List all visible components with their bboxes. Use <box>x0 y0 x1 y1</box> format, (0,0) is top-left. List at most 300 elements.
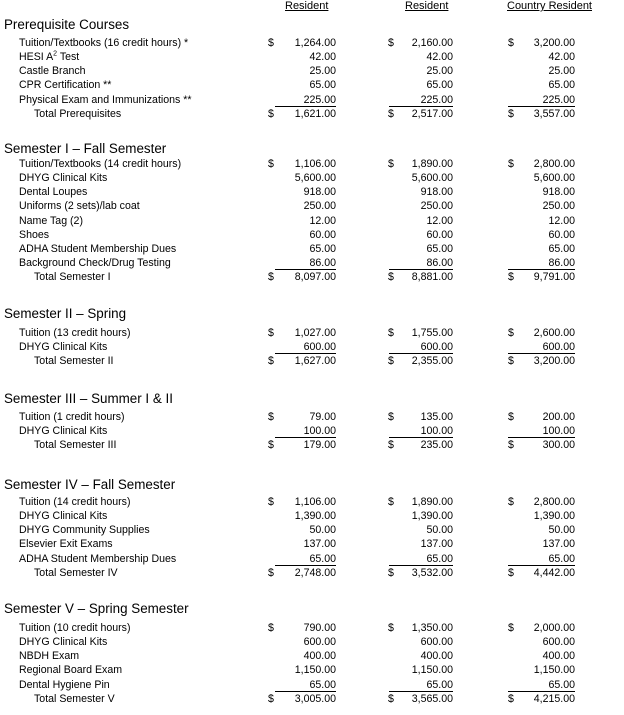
amount-value: 200.00 <box>542 411 575 423</box>
line-item-row <box>0 228 624 242</box>
dollar-sign: $ <box>508 496 514 508</box>
dollar-sign: $ <box>388 355 394 368</box>
line-item-label: CPR Certification ** <box>19 79 112 92</box>
amount-value: 50.00 <box>426 524 453 537</box>
amount-cell <box>268 438 336 452</box>
amount-value: 25.00 <box>426 65 453 78</box>
amount-value: 2,600.00 <box>533 327 575 339</box>
amount-value: 790.00 <box>303 622 336 634</box>
amount-cell <box>268 354 336 368</box>
total-label: Total Prerequisites <box>34 107 122 120</box>
amount-cell <box>389 50 453 64</box>
line-item-row <box>0 185 624 199</box>
amount-value: 1,264.00 <box>294 37 336 49</box>
dollar-sign: $ <box>388 107 394 120</box>
amount-cell <box>508 256 575 270</box>
amount-cell <box>388 270 453 284</box>
amount-cell <box>268 692 336 706</box>
amount-cell <box>508 692 575 706</box>
amount-value: 1,150.00 <box>411 664 453 677</box>
line-item-row <box>0 537 624 551</box>
dollar-sign: $ <box>508 158 514 170</box>
amount-value: 600.00 <box>542 636 575 649</box>
amount-cell <box>389 256 453 270</box>
line-item-row <box>0 199 624 213</box>
amount-value: 65.00 <box>548 678 575 691</box>
dollar-sign: $ <box>268 496 274 508</box>
amount-value: 65.00 <box>426 552 453 565</box>
amount-cell <box>508 621 575 635</box>
section-title: Prerequisite Courses <box>4 17 130 32</box>
amount-cell <box>508 649 575 663</box>
line-item-label: Shoes <box>19 228 50 241</box>
amount-value: 1,755.00 <box>411 327 453 339</box>
amount-value: 65.00 <box>548 79 575 92</box>
amount-value: 100.00 <box>420 425 453 438</box>
line-item-label: HESI $A^2$ Test <box>19 50 80 64</box>
amount-cell <box>388 354 453 368</box>
amount-value: 2,355.00 <box>411 355 453 368</box>
amount-cell <box>275 199 336 213</box>
total-label: Total Semester II <box>34 355 114 368</box>
amount-cell <box>275 537 336 551</box>
amount-cell <box>389 649 453 663</box>
amount-value: 250.00 <box>420 200 453 213</box>
amount-value: 3,005.00 <box>294 692 336 705</box>
section-title: Semester V – Spring Semester <box>4 601 189 616</box>
amount-value: 1,350.00 <box>411 622 453 634</box>
amount-cell <box>508 157 575 171</box>
amount-cell <box>268 36 336 50</box>
amount-value: 60.00 <box>548 228 575 241</box>
amount-cell <box>508 495 575 509</box>
dollar-sign: $ <box>268 271 274 284</box>
amount-value: 2,800.00 <box>533 496 575 508</box>
amount-cell <box>508 199 575 213</box>
amount-cell <box>268 107 336 121</box>
amount-value: 2,800.00 <box>533 158 575 170</box>
line-item-row <box>0 242 624 256</box>
amount-cell <box>508 270 575 284</box>
line-item-label: DHYG Clinical Kits <box>19 510 108 523</box>
amount-value: 400.00 <box>542 650 575 663</box>
amount-value: 60.00 <box>426 228 453 241</box>
amount-cell <box>508 36 575 50</box>
amount-value: 9,791.00 <box>533 271 575 284</box>
line-item-label: Uniforms (2 sets)/lab coat <box>19 200 140 213</box>
dollar-sign: $ <box>508 107 514 120</box>
dollar-sign: $ <box>268 327 274 339</box>
amount-cell <box>389 537 453 551</box>
line-item-row <box>0 256 624 270</box>
amount-value: 42.00 <box>309 51 336 64</box>
amount-cell <box>275 523 336 537</box>
amount-value: 12.00 <box>309 214 336 227</box>
amount-value: 179.00 <box>303 439 336 452</box>
dollar-sign: $ <box>508 37 514 49</box>
line-item-label: Tuition/Textbooks (14 credit hours) <box>19 158 182 170</box>
line-item-label: Background Check/Drug Testing <box>19 257 171 270</box>
amount-cell <box>508 552 575 566</box>
amount-cell <box>389 509 453 523</box>
amount-cell <box>508 635 575 649</box>
line-item-label: Dental Loupes <box>19 186 88 199</box>
amount-cell <box>275 64 336 78</box>
line-item-row <box>0 663 624 677</box>
amount-cell <box>388 326 453 340</box>
line-item-label: DHYG Clinical Kits <box>19 425 108 438</box>
amount-value: 918.00 <box>303 186 336 199</box>
amount-cell <box>389 523 453 537</box>
amount-value: 86.00 <box>309 257 336 270</box>
total-row <box>0 107 624 121</box>
line-item-label: ADHA Student Membership Dues <box>19 552 177 565</box>
amount-value: 65.00 <box>309 552 336 565</box>
line-item-row <box>0 523 624 537</box>
section-title: Semester IV – Fall Semester <box>4 477 176 492</box>
amount-value: 5,600.00 <box>294 172 336 185</box>
amount-value: 2,748.00 <box>294 566 336 579</box>
line-item-label: Physical Exam and Immunizations ** <box>19 93 192 106</box>
amount-value: 42.00 <box>426 51 453 64</box>
amount-cell <box>275 50 336 64</box>
dollar-sign: $ <box>268 411 274 423</box>
amount-value: 12.00 <box>426 214 453 227</box>
amount-value: 1,027.00 <box>294 327 336 339</box>
amount-value: 1,627.00 <box>294 355 336 368</box>
dollar-sign: $ <box>508 439 514 452</box>
dollar-sign: $ <box>388 327 394 339</box>
amount-value: 1,150.00 <box>294 664 336 677</box>
dollar-sign: $ <box>388 158 394 170</box>
amount-value: 918.00 <box>420 186 453 199</box>
dollar-sign: $ <box>268 566 274 579</box>
amount-cell <box>389 552 453 566</box>
amount-cell <box>388 621 453 635</box>
line-item-label: Tuition/Textbooks (16 credit hours) * <box>19 37 189 49</box>
amount-cell <box>508 185 575 199</box>
line-item-row <box>0 649 624 663</box>
amount-cell <box>389 663 453 677</box>
amount-cell <box>508 537 575 551</box>
section-title: Semester I – Fall Semester <box>4 141 167 156</box>
amount-value: 65.00 <box>548 552 575 565</box>
line-item-label: Regional Board Exam <box>19 664 123 677</box>
line-item-row <box>0 552 624 566</box>
amount-value: 225.00 <box>420 93 453 106</box>
line-item-row <box>0 621 624 635</box>
line-item-label: Name Tag (2) <box>19 214 83 227</box>
dollar-sign: $ <box>508 355 514 368</box>
line-item-label: DHYG Clinical Kits <box>19 636 108 649</box>
dollar-sign: $ <box>268 107 274 120</box>
amount-cell <box>508 326 575 340</box>
amount-cell <box>389 78 453 92</box>
amount-value: 918.00 <box>542 186 575 199</box>
amount-value: 3,557.00 <box>533 107 575 120</box>
amount-cell <box>508 663 575 677</box>
line-item-row <box>0 509 624 523</box>
amount-cell <box>388 157 453 171</box>
dollar-sign: $ <box>388 411 394 423</box>
dollar-sign: $ <box>268 692 274 705</box>
amount-value: 225.00 <box>303 93 336 106</box>
amount-value: 600.00 <box>303 636 336 649</box>
line-item-label: DHYG Clinical Kits <box>19 172 108 185</box>
amount-value: 225.00 <box>542 93 575 106</box>
dollar-sign: $ <box>388 622 394 634</box>
line-item-row <box>0 214 624 228</box>
amount-cell <box>508 242 575 256</box>
amount-cell <box>389 678 453 692</box>
line-item-row <box>0 50 624 64</box>
amount-cell <box>508 354 575 368</box>
amount-value: 1,150.00 <box>533 664 575 677</box>
total-row <box>0 354 624 368</box>
amount-value: 4,215.00 <box>533 692 575 705</box>
amount-value: 235.00 <box>420 439 453 452</box>
total-row <box>0 438 624 452</box>
amount-cell <box>508 340 575 354</box>
amount-value: 600.00 <box>420 341 453 354</box>
amount-value: 50.00 <box>548 524 575 537</box>
line-item-label: NBDH Exam <box>19 650 80 663</box>
line-item-label: Elsevier Exit Exams <box>19 538 113 551</box>
amount-value: 1,106.00 <box>294 158 336 170</box>
amount-cell <box>508 93 575 107</box>
amount-cell <box>275 228 336 242</box>
amount-value: 4,442.00 <box>533 566 575 579</box>
amount-cell <box>508 424 575 438</box>
amount-cell <box>275 78 336 92</box>
amount-value: 300.00 <box>542 439 575 452</box>
amount-value: 12.00 <box>548 214 575 227</box>
line-item-label: Tuition (1 credit hours) <box>19 411 125 423</box>
amount-cell <box>508 566 575 580</box>
amount-value: 65.00 <box>309 242 336 255</box>
section-title: Semester III – Summer I & II <box>4 391 173 406</box>
amount-cell <box>388 495 453 509</box>
line-item-row <box>0 93 624 107</box>
amount-cell <box>508 678 575 692</box>
amount-value: 1,106.00 <box>294 496 336 508</box>
amount-value: 65.00 <box>426 79 453 92</box>
amount-cell <box>508 171 575 185</box>
dollar-sign: $ <box>508 692 514 705</box>
amount-value: 600.00 <box>542 341 575 354</box>
line-item-row <box>0 171 624 185</box>
amount-cell <box>268 621 336 635</box>
dollar-sign: $ <box>268 439 274 452</box>
line-item-label: Dental Hygiene Pin <box>19 678 110 691</box>
dollar-sign: $ <box>388 37 394 49</box>
amount-value: 1,621.00 <box>294 107 336 120</box>
line-item-row <box>0 410 624 424</box>
amount-cell <box>388 566 453 580</box>
amount-cell <box>275 185 336 199</box>
amount-value: 25.00 <box>548 65 575 78</box>
dollar-sign: $ <box>388 566 394 579</box>
total-row <box>0 270 624 284</box>
dollar-sign: $ <box>508 622 514 634</box>
amount-cell <box>388 107 453 121</box>
section-title: Semester II – Spring <box>4 306 127 321</box>
line-item-label: DHYG Community Supplies <box>19 524 150 537</box>
dollar-sign: $ <box>268 37 274 49</box>
amount-cell <box>275 649 336 663</box>
dollar-sign: $ <box>508 327 514 339</box>
amount-value: 3,565.00 <box>411 692 453 705</box>
amount-cell <box>508 228 575 242</box>
amount-cell <box>389 64 453 78</box>
amount-cell <box>389 93 453 107</box>
amount-value: 8,097.00 <box>294 271 336 284</box>
amount-cell <box>508 523 575 537</box>
amount-value: 86.00 <box>426 257 453 270</box>
amount-cell <box>389 340 453 354</box>
amount-value: 2,160.00 <box>411 37 453 49</box>
column-header-country-resident: Country Resident <box>507 0 592 12</box>
amount-cell <box>388 692 453 706</box>
dollar-sign: $ <box>388 271 394 284</box>
amount-cell <box>389 171 453 185</box>
amount-cell <box>389 185 453 199</box>
amount-value: 65.00 <box>309 79 336 92</box>
amount-cell <box>275 242 336 256</box>
line-item-label: ADHA Student Membership Dues <box>19 242 177 255</box>
amount-cell <box>268 566 336 580</box>
amount-value: 25.00 <box>309 65 336 78</box>
amount-cell <box>388 410 453 424</box>
amount-value: 137.00 <box>542 538 575 551</box>
amount-cell <box>275 424 336 438</box>
dollar-sign: $ <box>388 439 394 452</box>
amount-value: 600.00 <box>420 636 453 649</box>
amount-cell <box>275 635 336 649</box>
total-label: Total Semester IV <box>34 566 118 579</box>
amount-value: 65.00 <box>309 678 336 691</box>
amount-cell <box>389 635 453 649</box>
dollar-sign: $ <box>268 158 274 170</box>
amount-cell <box>508 509 575 523</box>
amount-cell <box>388 36 453 50</box>
amount-value: 8,881.00 <box>411 271 453 284</box>
total-label: Total Semester III <box>34 439 117 452</box>
amount-cell <box>389 228 453 242</box>
amount-cell <box>275 509 336 523</box>
amount-cell <box>508 64 575 78</box>
amount-cell <box>268 410 336 424</box>
dollar-sign: $ <box>508 271 514 284</box>
line-item-row <box>0 326 624 340</box>
amount-cell <box>508 410 575 424</box>
column-header-resident-2: Resident <box>405 0 449 12</box>
dollar-sign: $ <box>268 622 274 634</box>
amount-value: 250.00 <box>542 200 575 213</box>
amount-value: 1,390.00 <box>411 510 453 523</box>
amount-cell <box>508 438 575 452</box>
amount-value: 5,600.00 <box>533 172 575 185</box>
amount-value: 3,200.00 <box>533 355 575 368</box>
amount-value: 86.00 <box>548 257 575 270</box>
amount-value: 137.00 <box>303 538 336 551</box>
amount-value: 1,390.00 <box>533 510 575 523</box>
total-row <box>0 566 624 580</box>
amount-cell <box>275 171 336 185</box>
line-item-row <box>0 495 624 509</box>
amount-cell <box>508 78 575 92</box>
superscript-2: 2 <box>53 50 58 58</box>
amount-value: 400.00 <box>420 650 453 663</box>
dollar-sign: $ <box>268 355 274 368</box>
amount-cell <box>508 214 575 228</box>
line-item-row <box>0 340 624 354</box>
line-item-row <box>0 78 624 92</box>
line-item-label: Tuition (14 credit hours) <box>19 496 131 508</box>
line-item-row <box>0 157 624 171</box>
column-header-resident-1: Resident <box>285 0 329 12</box>
total-row <box>0 692 624 706</box>
amount-cell <box>388 438 453 452</box>
dollar-sign: $ <box>388 692 394 705</box>
amount-cell <box>275 256 336 270</box>
amount-value: 50.00 <box>309 524 336 537</box>
amount-value: 135.00 <box>420 411 453 423</box>
amount-cell <box>275 214 336 228</box>
amount-value: 65.00 <box>426 678 453 691</box>
amount-value: 1,890.00 <box>411 496 453 508</box>
amount-cell <box>268 495 336 509</box>
amount-cell <box>275 340 336 354</box>
amount-value: 100.00 <box>542 425 575 438</box>
line-item-label: Tuition (13 credit hours) <box>19 327 131 339</box>
amount-value: 600.00 <box>303 341 336 354</box>
line-item-label: Castle Branch <box>19 65 86 78</box>
dollar-sign: $ <box>388 496 394 508</box>
amount-value: 250.00 <box>303 200 336 213</box>
dollar-sign: $ <box>508 566 514 579</box>
line-item-row <box>0 678 624 692</box>
amount-value: 2,517.00 <box>411 107 453 120</box>
amount-cell <box>268 326 336 340</box>
total-label: Total Semester I <box>34 271 111 284</box>
amount-cell <box>389 214 453 228</box>
amount-value: 2,000.00 <box>533 622 575 634</box>
amount-cell <box>268 157 336 171</box>
amount-cell <box>389 199 453 213</box>
amount-value: 400.00 <box>303 650 336 663</box>
amount-value: 60.00 <box>309 228 336 241</box>
line-item-row <box>0 424 624 438</box>
amount-value: 65.00 <box>548 242 575 255</box>
amount-cell <box>268 270 336 284</box>
amount-value: 3,532.00 <box>411 566 453 579</box>
amount-value: 1,890.00 <box>411 158 453 170</box>
amount-cell <box>389 424 453 438</box>
amount-value: 65.00 <box>426 242 453 255</box>
amount-value: 5,600.00 <box>411 172 453 185</box>
amount-value: 42.00 <box>548 51 575 64</box>
line-item-row <box>0 36 624 50</box>
amount-value: 1,390.00 <box>294 510 336 523</box>
line-item-row <box>0 635 624 649</box>
line-item-label: DHYG Clinical Kits <box>19 341 108 354</box>
amount-cell <box>389 242 453 256</box>
dollar-sign: $ <box>508 411 514 423</box>
line-item-row <box>0 64 624 78</box>
amount-cell <box>275 552 336 566</box>
line-item-label: Tuition (10 credit hours) <box>19 622 131 634</box>
